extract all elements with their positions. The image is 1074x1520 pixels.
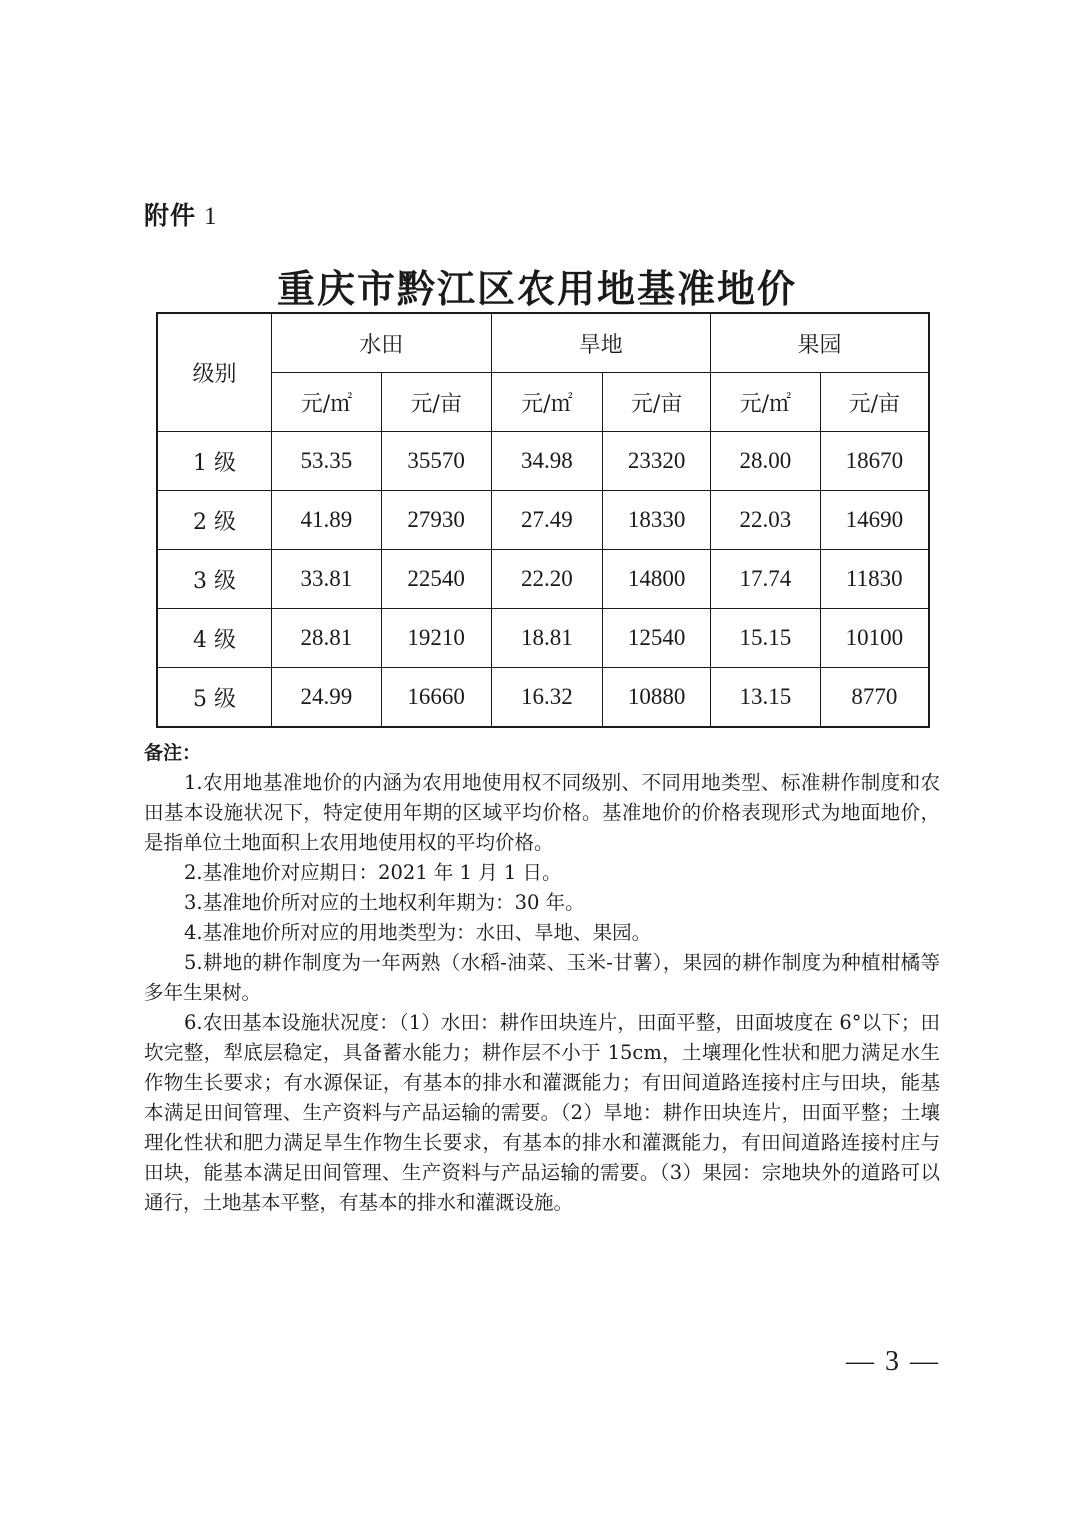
land-price-table <box>156 312 930 728</box>
price-cell: 15.15 <box>710 609 820 668</box>
attachment-label-text: 附件 <box>144 201 197 230</box>
document-title: 重庆市黔江区农用地基准地价 <box>276 267 797 311</box>
table-row <box>157 609 929 668</box>
price-cell: 24.99 <box>272 668 382 728</box>
price-cell: 34.98 <box>491 432 603 491</box>
price-cell: 14800 <box>603 550 711 609</box>
price-cell: 19210 <box>381 609 491 668</box>
price-cell: 10100 <box>820 609 929 668</box>
price-cell: 41.89 <box>272 491 382 550</box>
price-cell: 18330 <box>603 491 711 550</box>
price-cell: 13.15 <box>710 668 820 728</box>
price-cell: 27930 <box>381 491 491 550</box>
price-cell: 17.74 <box>710 550 820 609</box>
group-header-orchard: 果园 <box>710 313 929 373</box>
note-item: 3.基准地价所对应的土地权利年期为：30 年。 <box>184 891 585 914</box>
price-cell: 18670 <box>820 432 929 491</box>
group-header-paddy: 水田 <box>272 313 491 373</box>
price-cell: 22540 <box>381 550 491 609</box>
group-header-dryland: 旱地 <box>491 313 710 373</box>
price-cell: 23320 <box>603 432 711 491</box>
note-item: 2.基准地价对应期日：2021 年 1 月 1 日。 <box>184 861 562 884</box>
level-cell: 4 级 <box>157 609 272 668</box>
attachment-label <box>144 196 218 232</box>
table-row <box>157 432 929 491</box>
price-cell: 28.81 <box>272 609 382 668</box>
price-cell: 33.81 <box>272 550 382 609</box>
price-cell: 12540 <box>603 609 711 668</box>
unit-header: 元/㎡ <box>710 373 820 432</box>
table-unit-row <box>157 373 929 432</box>
note-item: 1.农用地基准地价的内涵为农用地使用权不同级别、不同用地类型、标准耕作制度和农田基本设施状况下，特定使用年期的区域平均价格。基准地价的价格表现形式为地面地价，是指单位土地面积上农用地使用权的平均价格。 <box>144 771 940 854</box>
table-row <box>157 668 929 728</box>
price-cell: 8770 <box>820 668 929 728</box>
note-item: 5.耕地的耕作制度为一年两熟（水稻-油菜、玉米-甘薯），果园的耕作制度为种植柑橘等多年生果树。 <box>144 951 940 1004</box>
table-row <box>157 550 929 609</box>
unit-header: 元/㎡ <box>491 373 603 432</box>
price-cell: 11830 <box>820 550 929 609</box>
unit-header: 元/亩 <box>381 373 491 432</box>
price-cell: 28.00 <box>710 432 820 491</box>
level-cell: 2 级 <box>157 491 272 550</box>
table-row <box>157 491 929 550</box>
price-cell: 14690 <box>820 491 929 550</box>
unit-header: 元/亩 <box>820 373 929 432</box>
price-cell: 18.81 <box>491 609 603 668</box>
attachment-number: 1 <box>204 203 218 230</box>
price-cell: 16.32 <box>491 668 603 728</box>
unit-header: 元/㎡ <box>272 373 382 432</box>
note-item: 4.基准地价所对应的用地类型为：水田、旱地、果园。 <box>184 921 652 944</box>
price-cell: 16660 <box>381 668 491 728</box>
level-cell: 3 级 <box>157 550 272 609</box>
price-cell: 22.03 <box>710 491 820 550</box>
price-cell: 35570 <box>381 432 491 491</box>
unit-header: 元/亩 <box>603 373 711 432</box>
price-cell: 10880 <box>603 668 711 728</box>
level-cell: 5 级 <box>157 668 272 728</box>
table-header-row <box>157 313 929 373</box>
price-cell: 27.49 <box>491 491 603 550</box>
page-number: — 3 — <box>846 1346 940 1377</box>
note-item: 6.农田基本设施状况度：（1）水田：耕作田块连片，田面平整，田面坡度在 6°以下；田坎完整，犁底层稳定，具备蓄水能力；耕作层不小于 15cm，土壤理化性状和肥力满足水生作物生长要求；有水源保证，有基本的排水和灌溉能力；有田间道路连接村庄与田块，能基本满足田间管理、生产资料与产品运输的需要。（2）旱地：耕作田块连片，田面平整；土壤理化性状和肥力满足旱生作物生长要求，有基本的排水和灌溉能力，有田间道路连接村庄与田块，能基本满足田间管理、生产资料与产品运输的需要。（3）果园：宗地块外的道路可以通行，土地基本平整，有基本的排水和灌溉设施。 <box>144 1011 940 1214</box>
price-cell: 53.35 <box>272 432 382 491</box>
level-column-header: 级别 <box>157 313 272 432</box>
notes-label: 备注： <box>144 742 202 764</box>
price-cell: 22.20 <box>491 550 603 609</box>
level-cell: 1 级 <box>157 432 272 491</box>
notes-section <box>144 738 940 1218</box>
